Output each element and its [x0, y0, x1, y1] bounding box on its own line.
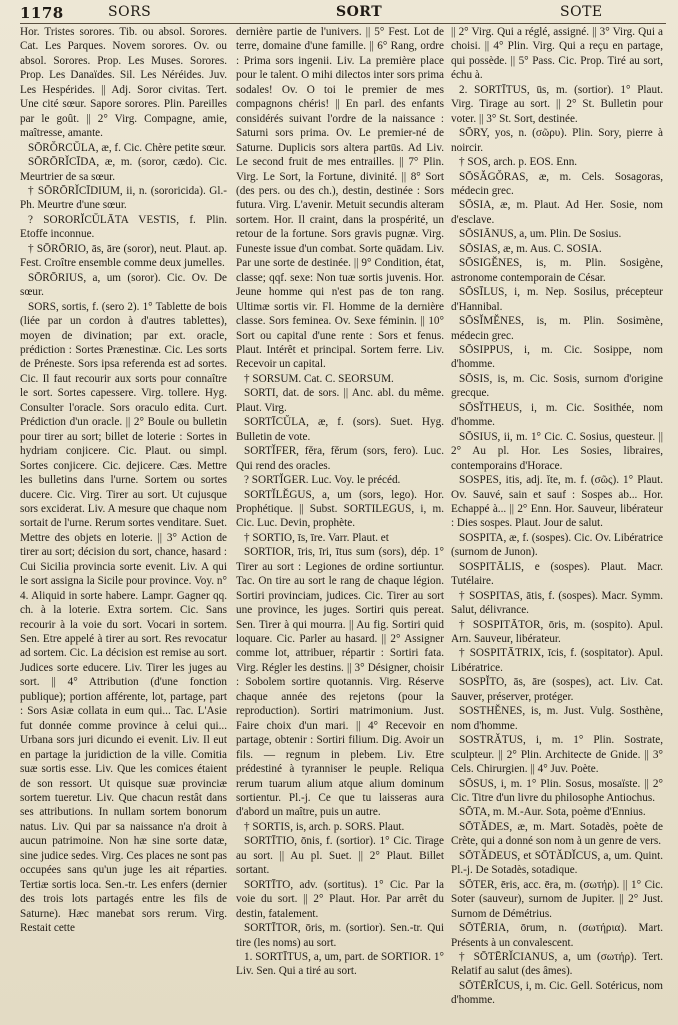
dictionary-entry: SORTĪTO, adv. (sortitus). 1° Cic. Par la voie du sort. || 2° Plaut. Hor. Par arrêt du destin, fatalement.: [236, 878, 444, 920]
dictionary-entry: dernière partie de l'univers. || 5° Fest. Lot de terre, domaine d'une famille. || 6° Rang, ordre : Prima sors ingenii. Liv. La première place pour le talent. O mihi dilectos inter sors prima sodales! Ov. O toi le premier de mes compagnons chéris! || En parl. des enfants considérés suivant l'ordre de la naissance : Saturni sors prima. Ov. Le premier-né de Saturne. Duplicis sors altera partūs. Ad Liv. Le second fruit de mes entrailles. || 7° Plin. Virg. Le Sort, la Fortune, divinité. || 8° Sort (des pers. ou des ch.), destin, destinée : Sors futura. Virg. L'avenir. Metuit secundis alteram sortem. Hor. Il craint, dans la prospérité, un retour de la fortune. Sors gravis pugnæ. Virg. Funeste issue d'un combat. Sorte quādam. Liv. Par une sorte de destinée. || 9° Condition, état, classe; qqf. sexe: Non tuæ sortis juvenis. Hor. Jeune homme qui n'est pas de ton rang. Ultimæ sortis vir. Fl. Homme de la dernière classe. Sors feminea. Ov. Sexe féminin. || 10° Sort ou capital d'une rente : Sors et fenus. Plaut. Intérêt et principal. Sortem ferre. Liv. Recevoir un capital.: [236, 26, 444, 371]
dictionary-entry: SŌSIA, æ, m. Plaut. Ad Her. Sosie, nom d'esclave.: [451, 199, 663, 226]
dictionary-entry: SOSPĬTO, ās, āre (sospes), act. Liv. Cat. Sauver, préserver, protéger.: [451, 676, 663, 703]
dictionary-entry: † SŌTĒRĬCIANUS, a, um (σωτήρ). Tert. Relatif au salut (des âmes).: [451, 951, 663, 978]
dictionary-entry: SŌTĂDEUS, et SŌTĂDĬCUS, a, um. Quint. Pl.-j. De Sotadès, sotadique.: [451, 849, 663, 877]
dictionary-entry: SŌTĒRIA, ōrum, n. (σωτήρια). Mart. Présents à un convalescent.: [451, 922, 663, 949]
dictionary-entry: SOSTRĂTUS, i, m. 1° Plin. Sostrate, sculpteur. || 2° Plin. Architecte de Gnide. || 3° Cels. Chirurgien. || 4° Juv. Poète.: [451, 734, 663, 776]
dictionary-entry: SŌTĒRĬCUS, i, m. Cic. Gell. Sotéricus, nom d'homme.: [451, 979, 663, 1007]
dictionary-entry: SŌSIS, is, m. Cic. Sosis, surnom d'origine grecque.: [451, 372, 663, 400]
dictionary-entry: 1. SORTĪTUS, a, um, part. de SORTIOR. 1° Liv. Sen. Qui a tiré au sort.: [236, 951, 444, 978]
dictionary-entry: SŌSĪLUS, i, m. Nep. Sosilus, précepteur d'Hannibal.: [451, 286, 663, 313]
dictionary-entry: SŌSIUS, ii, m. 1° Cic. C. Sosius, questeur. || 2° Au pl. Hor. Les Sosies, libraires, contemporains d'Horace.: [451, 430, 663, 472]
dictionary-entry: SŌSIAS, æ, m. Aus. C. SOSIA.: [459, 242, 602, 255]
dictionary-entry: SORTĬFER, fĕra, fĕrum (sors, fero). Luc. Qui rend des oracles.: [236, 445, 444, 472]
dictionary-entry: ? SORTĬGER. Luc. Voy. le précéd.: [244, 474, 401, 487]
dictionary-entry: SORTĪCŬLA, æ, f. (sors). Suet. Hyg. Bulletin de vote.: [236, 416, 444, 443]
dictionary-entry: Hor. Tristes sorores. Tib. ou absol. Sorores. Cat. Les Parques. Novem sorores. Ov. ou absol. Sorores. Prop. Les Muses. Sorores. Prop. Les Danaïdes. Sil. Les Néréides. Juv. Les Hespérides. || Adj. Soror civitas. Tert. Une cité sœur. Sapore sorores. Plin. Pareilles par le goût. || 2° Virg. Compagne, amie, maîtresse, amante.: [20, 26, 227, 140]
dictionary-entry: SŌSĂGŎRAS, æ, m. Cels. Sosagoras, médecin grec.: [451, 170, 663, 197]
guide-word-left: SORS: [108, 4, 152, 20]
column-center: [236, 25, 444, 1017]
dictionary-entry: SOSPITA, æ, f. (sospes). Cic. Ov. Libératrice (surnom de Junon).: [451, 531, 663, 559]
dictionary-entry: || 2° Virg. Qui a réglé, assigné. || 3° Virg. Qui a choisi. || 4° Plin. Virg. Qui a reçu en partage, qui possède. || 5° Pass. Cic. Prop. Tiré au sort, échu à.: [451, 26, 663, 82]
dictionary-entry: SŌSIGĔNES, is, m. Plin. Sosigène, astronome contemporain de César.: [451, 257, 663, 284]
dictionary-entry: † SOSPITĀTOR, ōris, m. (sospito). Apul. Arn. Sauveur, libérateur.: [451, 618, 663, 646]
dictionary-entry: SORTIOR, īris, īri, ītus sum (sors), dép. 1° Tirer au sort : Legiones de ordine sortiuntur. Tac. On tire au sort le rang de chaque légion. Sortiri provinciam, judices. Cic. Tirer au sort une province, les juges. Sortiri quis pereat. Sen. Tirer à qui mourra. || Au fig. Sortiri quid loquare. Cic. Parler au hasard. || 2° Assigner comme lot, attribuer, répartir : Sortiri fata. Virg. Régler les destins. || 3° Désigner, choisir : Sobolem sortire quotannis. Virg. Réserve chaque année des rejetons (pour la reproduction). Sortiri matrimonium. Just. Faire choix d'un mari. || 4° Recevoir en partage, obtenir : Sortiri filium. Dig. Avoir un fils. — regnum in plebem. Liv. Etre prédestiné à tyranniser le peuple. Reliqua rerum tuarum alium atque alium dominum sortientur. Pl.-j. Ce que tu laisseras aura d'abord un maître, puis un autre.: [236, 546, 444, 819]
dictionary-entry: SŌRŌRIUS, a, um (soror). Cic. Ov. De sœur.: [20, 271, 227, 299]
guide-word-right: SOTE: [560, 4, 603, 20]
page-number: 1178: [20, 4, 64, 22]
dictionary-entry: SORTĬLĔGUS, a, um (sors, lego). Hor. Prophétique. || Subst. SORTILEGUS, i, m. Cic. Luc. Devin, prophète.: [236, 488, 444, 530]
dictionary-entry: ? SORORĬCŬLĀTA VESTIS, f. Plin. Etoffe inconnue.: [20, 213, 227, 241]
dictionary-entry: † SŌRŌRĬCĪDIUM, ii, n. (sororicida). Gl.-Ph. Meurtre d'une sœur.: [20, 184, 227, 212]
dictionary-entry: SOSPITĀLIS, e (sospes). Plaut. Macr. Tutélaire.: [451, 560, 663, 588]
header-rule: [20, 23, 666, 24]
dictionary-entry: † SOSPITAS, ātis, f. (sospes). Macr. Symm. Salut, délivrance.: [451, 589, 663, 617]
dictionary-entry: † SORTIS, is, arch. p. SORS. Plaut.: [244, 820, 405, 833]
running-header: [20, 4, 666, 24]
dictionary-entry: SOSPES, itis, adj. ĭte, m. f. (σῶς). 1° Plaut. Ov. Sauvé, sain et sauf : Sospes ab... Hor. Echappé à... || 2° Enn. Hor. Sauveur, libérateur : Dies sospes. Plaut. Jour de salut.: [451, 474, 663, 530]
dictionary-entry: SŌTA, m. M.-Aur. Sota, poème d'Ennius.: [459, 806, 646, 819]
dictionary-entry: † SOSPITĀTRIX, īcis, f. (sospitator). Apul. Libératrice.: [451, 647, 663, 674]
dictionary-entry: † SORTIO, īs, īre. Varr. Plaut. et: [244, 531, 389, 544]
dictionary-entry: SŌTER, ēris, acc. ēra, m. (σωτήρ). || 1° Cic. Soter (sauveur), surnom de Jupiter. || 2° Just. Surnom de Démétrius.: [451, 878, 663, 920]
dictionary-entry: SORTĪTOR, ōris, m. (sortior). Sen.-tr. Qui tire (les noms) au sort.: [236, 922, 444, 949]
dictionary-entry: SORTI, dat. de sors. || Anc. abl. du même. Plaut. Virg.: [236, 387, 444, 414]
dictionary-entry: SŌSIĀNUS, a, um. Plin. De Sosius.: [459, 228, 622, 241]
dictionary-entry: † SOS, arch. p. EOS. Enn.: [459, 156, 578, 169]
dictionary-entry: SŌSĬTHEUS, i, m. Cic. Sosithée, nom d'homme.: [451, 401, 663, 429]
dictionary-entry: SŌTĂDES, æ, m. Mart. Sotadès, poète de Crète, qui a donné son nom à un genre de vers.: [451, 820, 663, 848]
dictionary-entry: SORTĪTIO, ōnis, f. (sortior). 1° Cic. Tirage au sort. || Au pl. Suet. || 2° Plaut. Billet sortant.: [236, 835, 444, 877]
dictionary-entry: 2. SORTĪTUS, ūs, m. (sortior). 1° Plaut. Virg. Tirage au sort. || 2° St. Bulletin pour voter. || 3° St. Sort, destinée.: [451, 83, 663, 125]
dictionary-entry: SOSTHĔNES, is, m. Just. Vulg. Sosthène, nom d'homme.: [451, 705, 663, 732]
column-left: [20, 25, 227, 1017]
dictionary-entry: SŌRŎRCŬLA, æ, f. Cic. Chère petite sœur.: [28, 141, 226, 154]
dictionary-entry: SŌSUS, i, m. 1° Plin. Sosus, mosaïste. || 2° Cic. Titre d'un livre du philosophe Antiochus.: [451, 777, 663, 805]
dictionary-entry: SŌRY, yos, n. (σῶρυ). Plin. Sory, pierre à noircir.: [451, 127, 663, 154]
guide-word-center: SORT: [336, 4, 383, 20]
dictionary-entry: SORS, sortis, f. (sero 2). 1° Tablette de bois (liée par un cordon à d'autres tablettes), moyen de divination; par ext. oracle, prédiction : Sortes Prænestinæ. Cic. Les sorts de Préneste. Sors ipsa referenda est ad sortes. Cic. Il faut recourir aux sorts pour connaître le sort. Sortes capessere. Virg. tollere. Hyg. Consulter l'oracle. Sors oraculo edita. Curt. Prédiction d'un oracle. || 2° Boule ou bulletin pour tirer au sort; billet de loterie : Sortes in hydriam conjicere. Cic. Plaut. ou simpl. Sortes conjicere. Cic. dejicere. Cæs. Mettre les bulletins dans l'urne. Sortem ou sortes ducere. Cic. Virg. Tirer au sort. Ut cujusque sors exciderat. Liv. A mesure que chaque nom sortait de l'urne. Rerum sortes venditare. Suet. Mettre des objets en loterie. || 3° Action de tirer au sort; décision du sort, chance, hasard : Cui Sicilia provincia sorte evenit. Liv. A qui le sort assigna la Sicile pour province. Voy. n° 4. Aliquid in sorte habere. Lampr. Gagner qq. ch. à la loterie. Extra sortem. Cic. Sans recourir à la voie du sort. Vocari in sortem. Sen. Etre appelé à tirer au sort. Res revocatur ad sortem. Cic. La décision est remise au sort. Judices sorte educere. Liv. Tirer les juges au sort. || 4° Attribution (d'une fonction publique); portion afférente, lot, partage, part : Sors Asiæ collata in eum qui... Tac. L'Asie fut donnée comme province à celui qui... Urbana sors juri dicundo ei evenit. Liv. Il eut en partage la juridiction de la ville. Comitia suæ sortis esse. Liv. Que les comices étaient de son ressort. Ut quisque suæ provinciæ sortem tueretur. Liv. Que chacun restât dans ses attributions. In nullam sortem bonorum natus. Liv. Qui par sa naissance n'a droit à aucun patrimoine. Non hæ sine sorte datæ, sine judice sedes. Virg. Ces places ne sont pas occupées sans qu'un juge les ait réparties. Tertiæ sortis loca. Sen.-tr. Les enfers (dernier des trois lots partagés entre les fils de Saturne). Hæc manebat sors rerum. Virg. Restait cette: [20, 300, 227, 935]
dictionary-entry: † SŌRŌRIO, ās, āre (soror), neut. Plaut. ap. Fest. Croître ensemble comme deux jumelles.: [20, 242, 227, 270]
dictionary-entry: SŌSIPPUS, i, m. Cic. Sosippe, nom d'homme.: [451, 343, 663, 371]
column-right: [451, 25, 663, 1017]
dictionary-entry: † SORSUM. Cat. C. SEORSUM.: [244, 372, 394, 385]
dictionary-entry: SŌRŌRĬCĪDA, æ, m. (soror, cædo). Cic. Meurtrier de sa sœur.: [20, 156, 227, 183]
dictionary-entry: SŌSĬMĔNES, is, m. Plin. Sosimène, médecin grec.: [451, 315, 663, 342]
